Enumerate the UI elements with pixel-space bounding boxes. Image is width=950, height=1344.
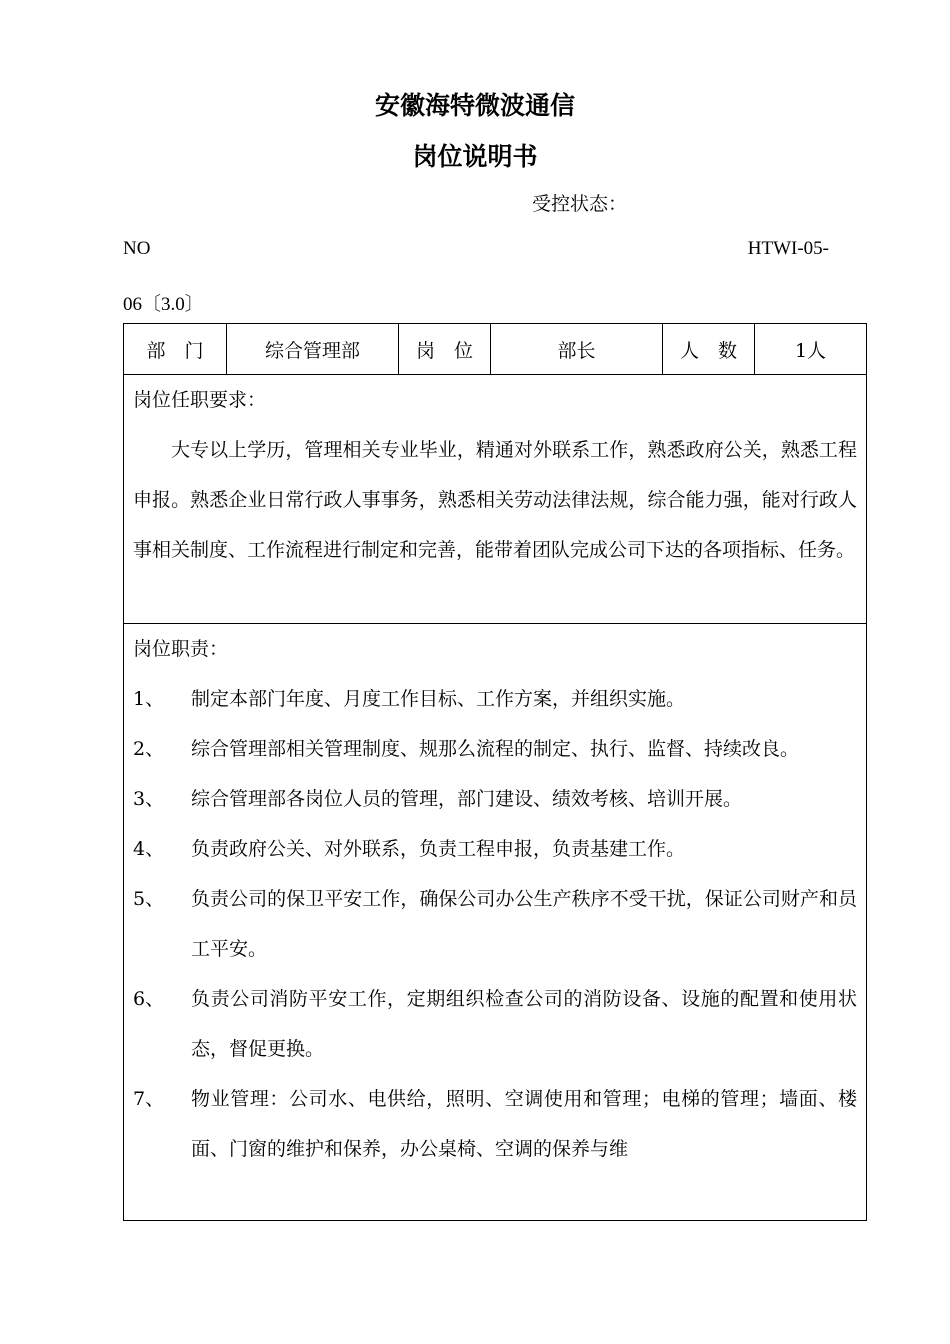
duty-number: 6、 [133, 988, 165, 1010]
duty-number: 4、 [133, 838, 165, 860]
dept-label: 部 门 [124, 324, 227, 375]
duty-text: 负责公司的保卫平安工作，确保公司办公生产秩序不受干扰，保证公司财产和员工平安。 [191, 888, 857, 960]
duty-text: 制定本部门年度、月度工作目标、工作方案，并组织实施。 [191, 688, 686, 710]
duty-text: 负责政府公关、对外联系，负责工程申报，负责基建工作。 [191, 838, 686, 860]
duty-item [133, 874, 857, 974]
post-label: 岗 位 [399, 324, 491, 375]
duty-number: 2、 [133, 738, 165, 760]
count-value: 1人 [755, 324, 867, 375]
duty-item [133, 724, 857, 774]
duty-text: 综合管理部各岗位人员的管理，部门建设、绩效考核、培训开展。 [191, 788, 743, 810]
duty-item [133, 674, 857, 724]
job-description-table [123, 323, 867, 1221]
duty-text: 负责公司消防平安工作，定期组织检查公司的消防设备、设施的配置和使用状态，督促更换。 [191, 988, 857, 1060]
duty-number: 7、 [133, 1088, 165, 1110]
duties-label: 岗位职责： [133, 638, 229, 660]
duty-item [133, 824, 857, 874]
no-label: NO [123, 238, 151, 259]
duty-number: 3、 [133, 788, 165, 810]
count-label: 人 数 [663, 324, 755, 375]
document-title: 岗位说明书 [412, 142, 538, 171]
duties-row [124, 624, 867, 1221]
company-name: 安徽海特微波通信 [374, 91, 575, 120]
document-code-version: 06〔3.0〕 [123, 294, 204, 315]
header-row [124, 324, 867, 375]
duty-text: 物业管理：公司水、电供给，照明、空调使用和管理；电梯的管理；墙面、楼面、门窗的维护和保养，办公桌椅、空调的保养与维 [191, 1088, 857, 1160]
duty-item [133, 774, 857, 824]
document-number-line [123, 238, 829, 260]
duty-number: 1、 [133, 688, 165, 710]
dept-value: 综合管理部 [227, 324, 399, 375]
control-status: 受控状态： [532, 193, 628, 215]
duty-number: 5、 [133, 888, 165, 910]
document-code: HTWI-05- [747, 238, 829, 259]
post-value: 部长 [491, 324, 663, 375]
requirements-text: 大专以上学历，管理相关专业毕业，精通对外联系工作，熟悉政府公关，熟悉工程申报。熟悉企业日常行政人事事务，熟悉相关劳动法律法规，综合能力强，能对行政人事相关制度、工作流程进行制定和完善，能带着团队完成公司下达的各项指标、任务。 [133, 439, 857, 561]
duty-text: 综合管理部相关管理制度、规那么流程的制定、执行、监督、持续改良。 [191, 738, 800, 760]
requirements-label: 岗位任职要求： [133, 389, 267, 411]
duty-item [133, 974, 857, 1074]
duty-item [133, 1074, 857, 1174]
requirements-row [124, 375, 867, 624]
